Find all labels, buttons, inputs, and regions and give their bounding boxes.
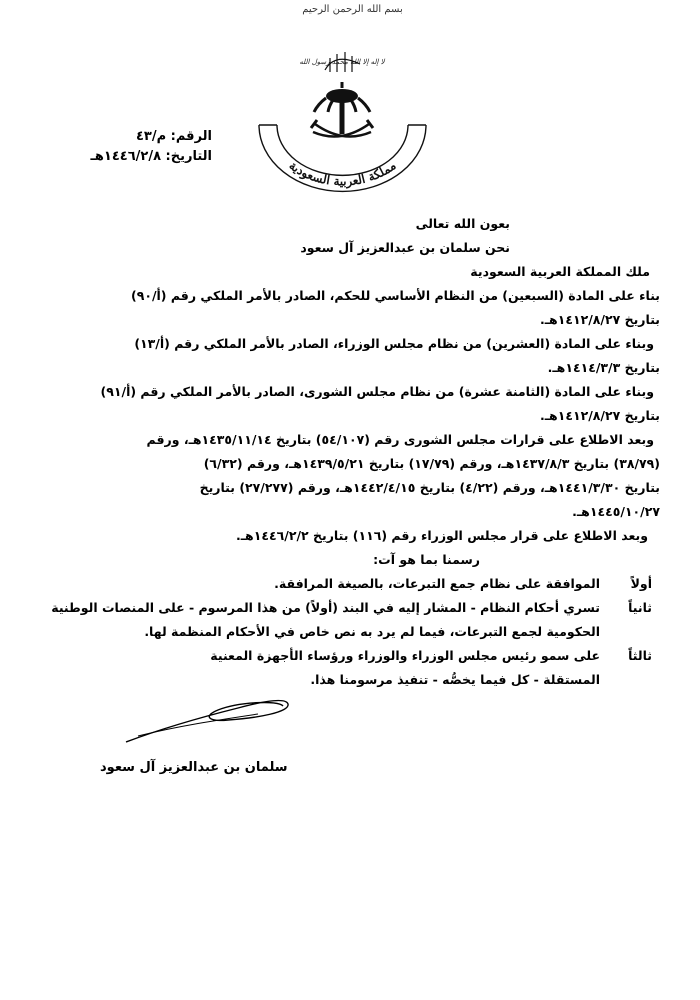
body-line: بتاريخ ١٤١٢/٨/٢٧هـ. [540,408,660,423]
item-text-1: الموافقة على نظام جمع التبرعات، بالصيغة المرافقة. [274,576,600,591]
saudi-emblem [255,30,430,200]
body-line: وبناء على المادة (العشرين) من نظام مجلس الوزراء، الصادر بالأمر الملكي رقم (أ/١٣) [134,336,654,351]
basmala: بسم الله الرحمن الرحيم [302,4,403,15]
seal-text: مملكة العربية السعودية [286,158,399,189]
body-line: وبناء على المادة (الثامنة عشرة) من نظام مجلس الشورى، الصادر بالأمر الملكي رقم (أ/٩١) [100,384,654,399]
intro-line-3: ملك المملكة العربية السعودية [470,264,650,279]
body-line: (٣٨/٧٩) بتاريخ ١٤٣٧/٨/٣هـ، ورقم (١٧/٧٩) بتاريخ ١٤٣٩/٥/٢١هـ، ورقم (٦/٣٢) [203,456,660,471]
intro-line-1: بعون الله تعالى [415,216,510,231]
item-text-3a: على سمو رئيس مجلس الوزراء والوزراء ورؤساء الأجهزة المعنية [210,648,600,663]
body-line: بتاريخ ١٤٤١/٣/٣٠هـ، ورقم (٤/٢٢) بتاريخ ١٤٤٢/٤/١٥هـ، ورقم (٢٧/٢٧٧) بتاريخ [199,480,660,495]
item-label-3: ثالثاً [628,648,652,663]
svg-text:مملكة العربية السعودية [286,158,398,189]
intro-line-2: نحن سلمان بن عبدالعزيز آل سعود [300,240,510,255]
item-text-3b: المستقلة - كل فيما يخصُّه - تنفيذ مرسومنا هذا. [310,672,600,687]
item-text-2b: الحكومية لجمع التبرعات، فيما لم يرد به نص خاص في الأحكام المنظمة لها. [144,624,600,639]
body-line: وبعد الاطلاع على قرار مجلس الوزراء رقم (١١٦) بتاريخ ١٤٤٦/٢/٢هـ. [236,528,648,543]
shahada-text: لا إله إلا الله محمد رسول الله [299,58,385,66]
body-line: بناء على المادة (السبعين) من النظام الأساسي للحكم، الصادر بالأمر الملكي رقم (أ/٩٠) [130,288,660,303]
signer-name: سلمان بن عبدالعزيز آل سعود [100,760,288,775]
item-text-2a: تسري أحكام النظام - المشار إليه في البند (أولاً) من هذا المرسوم - على المنصات الوطنية [51,600,600,615]
reference-number: الرقم: م/٤٣ [135,129,212,144]
item-label-1: أولاً [630,576,652,591]
reference-block [90,127,212,167]
body-line: وبعد الاطلاع على قرارات مجلس الشورى رقم (٥٤/١٠٧) بتاريخ ١٤٣٥/١١/١٤هـ، ورقم [146,432,654,447]
body-line: رسمنا بما هو آت: [373,552,480,567]
body-line: بتاريخ ١٤١٤/٣/٣هـ. [547,360,660,375]
item-label-2: ثانياً [628,600,652,615]
palm-tree-icon [314,82,370,134]
reference-date: التاريخ: ١٤٤٦/٢/٨هـ [90,149,212,164]
body-line: ١٤٤٥/١٠/٢٧هـ. [572,504,660,519]
signature-scribble [118,690,298,750]
body-line: بتاريخ ١٤١٢/٨/٢٧هـ. [540,312,660,327]
